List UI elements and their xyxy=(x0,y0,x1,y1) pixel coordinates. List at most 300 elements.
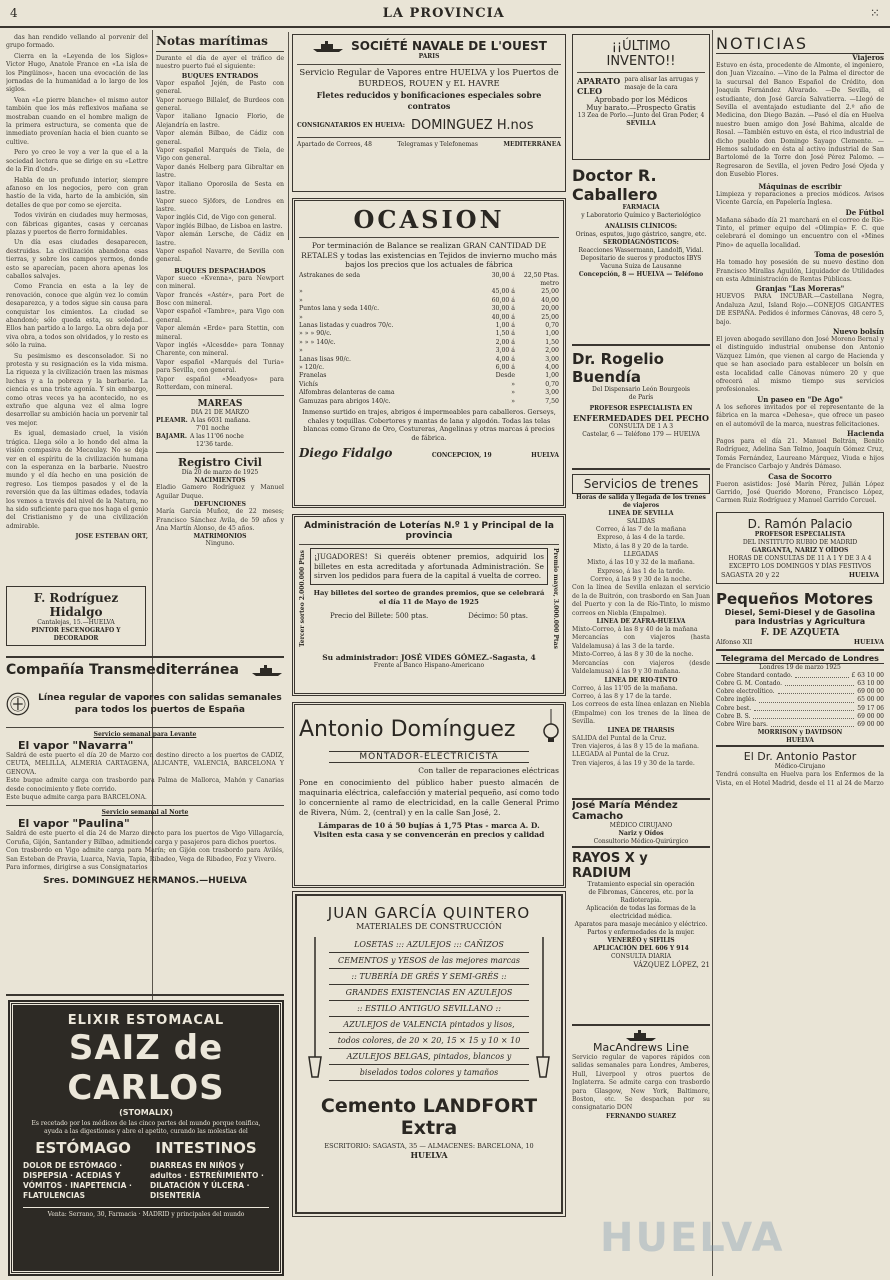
lamp-ornament-icon xyxy=(535,937,551,1087)
ad-caballero xyxy=(572,166,710,346)
buendia-name: Dr. Rogelio Buendía xyxy=(572,350,664,386)
leader-dots xyxy=(785,680,854,686)
nav-body2: Fletes reducidos y bonificaciones especiales sobre contratos xyxy=(316,90,542,111)
telegram-value: 65 00 00 xyxy=(857,696,884,704)
divider xyxy=(156,395,284,396)
column-3 xyxy=(292,34,566,1276)
column-rule xyxy=(288,32,289,240)
ad-mendez xyxy=(572,798,710,848)
train-time: Correo, á las 9 y 30 de la noche. xyxy=(590,576,692,584)
divider xyxy=(299,237,559,238)
tide-value: A las 6031 mañana. xyxy=(190,417,251,425)
buendia-sub2: de París xyxy=(628,394,654,401)
palacio-t3: HORAS DE CONSULTAS DE 11 A 1 Y DE 3 A 4 EXCEPTO LOS DOMINGOS Y DÍAS FESTIVOS xyxy=(728,554,872,570)
telegram-rows xyxy=(716,672,884,729)
divider xyxy=(6,805,284,806)
trans-ship: El vapor "Navarra" xyxy=(18,739,134,752)
trans-header xyxy=(6,662,284,678)
price-row xyxy=(299,272,559,289)
pastor-body: Tendrá consulta en Huelva para los Enfermos de la Vista, en el Hotel Madrid, desde el 11 al 24 de Marzo xyxy=(716,771,884,787)
subsection-title: BUQUES ENTRADOS xyxy=(181,71,259,80)
ad-loterias xyxy=(292,514,566,696)
nav-footer xyxy=(297,137,561,148)
divider xyxy=(297,64,561,65)
telegram-key: Cobre B. S. xyxy=(716,712,751,720)
price-cell: Desde xyxy=(495,372,515,380)
arrival-item: Vapor sueco Sjöfors, de Londres en lastre. xyxy=(156,197,284,213)
mac-header xyxy=(572,1029,710,1041)
divider xyxy=(156,452,284,453)
price-cell: 0,70 xyxy=(545,380,559,388)
loterias-side-right: Premio mayor, 3.000.000 Ptas xyxy=(552,548,559,649)
trans-text: Saldrá de este puerto el día 24 de Marzo directo para los puertos de Vigo Villagarcía, Coruña, Gijón, Santander y Bilbao, admitiendo carga y pasajeros para dichos puertos. xyxy=(6,830,284,846)
column-1 xyxy=(6,34,148,574)
divider xyxy=(6,727,284,728)
nav-med: MEDITERRÁNEA xyxy=(503,141,561,148)
juan-body xyxy=(307,937,551,1087)
caballero-t4: Reacciones Wassermann, Landolfi, Vidal. Depositario de sueros y productos IBYS xyxy=(578,247,704,262)
price-cell: 20,00 xyxy=(541,305,559,313)
saiz-c2: INTESTINOS xyxy=(155,1139,257,1157)
palacio-t2: GARGANTA, NARIZ Y OÍDOS xyxy=(751,546,849,554)
price-cell: » xyxy=(511,389,515,397)
trans-service: Servicio semanal para Levante xyxy=(93,731,197,738)
news-subtitle: Un paseo en "De Ago" xyxy=(757,394,843,404)
ad-sub: PINTOR ESCENOGRAFO Y DECORADOR xyxy=(31,627,121,642)
caballero-sub: FARMACIA xyxy=(622,204,660,211)
leader-dots xyxy=(759,696,854,702)
palacio-addr: SAGASTA 20 y 22 xyxy=(721,570,780,579)
price-row xyxy=(299,398,559,406)
saiz-lists xyxy=(23,1161,269,1201)
motores-name: F. DE AZQUETA xyxy=(760,627,840,638)
ad-ocasion xyxy=(292,198,566,508)
news-subtitle: Toma de posesión xyxy=(814,250,884,260)
ad-motores xyxy=(716,590,884,651)
telegram-value: 63 10 00 xyxy=(857,680,884,688)
registry-date: Día 20 de marzo de 1925 xyxy=(181,469,259,477)
price-row xyxy=(299,347,559,355)
ocasion-intro: Por terminación de Balance se realizan GRAN CANTIDAD DE RETALES y todas las existencias en Tejidos de invierno mucho más bajos los precios que los actuales de fábrica xyxy=(301,241,557,269)
price-cell: Franelas xyxy=(299,372,327,380)
ocasion-addr: CONCEPCION, 19 xyxy=(431,452,492,459)
ad-address: Cantalejas, 15.—HUELVA xyxy=(37,619,115,626)
ad-juan-garcia xyxy=(295,894,563,1214)
ultimo-addr: 13 Zea de Porlo.—Junto del Gran Poder, 4 xyxy=(577,112,705,119)
trans-text: Este buque admite carga para BARCELONA. xyxy=(6,794,147,802)
train-times xyxy=(572,526,710,551)
train-label: SALIDAS xyxy=(626,518,656,525)
tide-label: PLEAMR. xyxy=(156,417,188,425)
price-cell: » xyxy=(511,380,515,388)
registry-subtitle: MATRIMONIOS xyxy=(193,533,247,541)
train-time: Los correos de esta línea enlazan en Niebla (Empalme) con los trenes de la línea de Sevilla. xyxy=(572,701,710,726)
price-cell: 3,00 xyxy=(545,355,559,363)
caballero-t2: Orinas, esputos, jugo gástrico, sangre, etc. xyxy=(575,231,707,238)
saiz-right-list: DIARREAS EN NIÑOS y adultos · ESTREÑIMIENTO · DILATACIÓN Y ÚLCERA · DISENTERÍA xyxy=(150,1161,264,1200)
price-cell: 1,00 á xyxy=(495,321,515,329)
paragraph: Como Francia en esta a la ley de renovación, conoce que algún vez lo común desaparezca, y a todos sigue sin causa para conquistar los cimientos. La ciudad se abandonó; sólo queda esta, su soledad... Ellos han partido a lo largo. La obra deja por viva obra, a todos son olvidados, y lo resto es sólo la ruina. xyxy=(6,283,148,350)
antonio-body: Pone en conocimiento del público haber puesto almacén de maquinaria eléctrica, calefacción y material pequeño, así como todo lo concerniente al ramo de electricidad, en la calle General Primo de Rivera, Núm. 2, (central) y en la calle San José, 2. xyxy=(299,778,559,817)
price-cell: Puntos lana y seda 140/c. xyxy=(299,305,380,313)
news-text: Mañana sábado día 21 marchará en el correo de Río-Tinto, el primer equipo del «Olimpia» F. C. que celebrará el domingo un encuentro con el «Mines Pino» de aquella localidad. xyxy=(716,216,884,249)
price-cell: » » » 90/c. xyxy=(299,330,332,338)
train-times xyxy=(572,685,710,727)
train-time: Correo, á las 11'05 de la mañana. xyxy=(572,684,678,692)
trains-section xyxy=(572,474,710,794)
arrival-item: Vapor alemán Lersche, de Cádiz en lastre. xyxy=(156,231,284,247)
ocasion-city: HUELVA xyxy=(531,452,559,459)
trains-title: Servicios de trenes xyxy=(572,474,710,494)
tides-title: MAREAS xyxy=(197,399,243,410)
tide-value: 12'36 tarde. xyxy=(196,441,233,449)
train-time: Mercancías con viajeros (desde Valdelamusa) á las 9 y 30 mañana. xyxy=(572,659,710,676)
price-cell: Alfombras delanteras de cama xyxy=(299,389,395,397)
train-time: Tren viajeros, á las 8 y 15 de la mañana. xyxy=(572,742,700,750)
nav-tel: Telegramas y Telefonemas xyxy=(397,141,478,148)
price-cell: 30,00 á xyxy=(491,305,515,313)
saiz-body: Es recetado por los médicos de las cinco partes del mundo porque tonifica, ayuda a las digestiones y abre el apetito, curando las molestias del xyxy=(31,1120,261,1135)
loterias-side-left: Tercer sorteo 2.000.000 Ptas xyxy=(299,550,306,647)
train-line: LINEA DE ZAFRA-HUELVA xyxy=(596,618,686,626)
rayos-t7: APLICACIÓN DEL 606 Y 914 xyxy=(593,945,689,952)
trans-text: Este buque admite carga con trasbordo para Palma de Mallorca, Mahón y Canarias desde conocimiento y flete corrido. xyxy=(6,777,284,793)
trans-title: Compañía Transmediterránea xyxy=(6,662,239,678)
price-row xyxy=(299,381,559,389)
price-cell: 6,00 á xyxy=(495,363,515,371)
price-cell: » xyxy=(299,347,303,355)
news-subtitle: Nuevo bolsín xyxy=(832,326,884,336)
price-row xyxy=(299,297,559,305)
price-cell: 22,50 Ptas. metro xyxy=(523,271,559,287)
juan-cement: Cemento LANDFORT Extra xyxy=(320,1095,538,1139)
trans-text: Saldrá de este puerto el día 20 de Marzo con destino directo a los puertos de CADIZ, CEUTA, MELILLA, ALMERIA CARTAGENA, ALICANTE, VALENCIA, BARCELONA Y GENOVA. xyxy=(6,752,284,776)
juan-line: AZULEJOS BELGAS, pintados, blancos y xyxy=(329,1049,529,1065)
arrival-item: Vapor inglés Bilbao, de Lisboa en lastre. xyxy=(156,222,283,230)
rayos-t4: Aparatos para masaje mecánico y eléctrico. xyxy=(574,921,708,928)
departure-item: Vapor español «Meadyos» para Rotterdam, con mineral. xyxy=(156,375,284,392)
saiz-left-list: DOLOR DE ESTÓMAGO · DISPEPSIA · ACEDIAS Y VÓMITOS · INAPETENCIA · FLATULENCIAS xyxy=(23,1161,132,1200)
ad-societe-navale xyxy=(292,34,566,192)
page-header xyxy=(0,0,890,28)
rayos-t8: CONSULTA DIARIA xyxy=(610,953,672,960)
ultimo-desc: para alisar las arrugas y masaje de la cara xyxy=(624,76,699,91)
telegram-sign: MORRISON y DAVIDSON xyxy=(757,729,843,737)
train-times xyxy=(572,735,710,769)
mendez-name: José María Méndez Camacho xyxy=(572,800,678,822)
telegram-date: Londres 19 de marzo 1925 xyxy=(759,663,841,671)
header-mark: ⁙ xyxy=(869,6,880,20)
caballero-sub2: y Laboratorio Químico y Bacteriológico xyxy=(581,212,701,219)
telegram-row xyxy=(716,705,884,713)
departure-item: Vapor sueco «Kvenna», para Newport con mineral. xyxy=(156,274,284,291)
ad-saiz-carlos xyxy=(10,1002,282,1274)
price-row xyxy=(299,356,559,364)
ultimo-l1: ¡¡ÚLTIMO xyxy=(611,39,671,54)
train-time: Mixto, á las 10 y 32 de la mañana. xyxy=(587,559,695,567)
telegram-city: HUELVA xyxy=(786,737,814,745)
departure-item: Vapor español «Marqués del Turia» para Sevilla, con general. xyxy=(156,358,284,375)
train-time: Mixto-Correo, á las 8 y 30 de la noche. xyxy=(572,651,694,659)
ship-icon xyxy=(311,40,345,52)
price-cell: Astrakanes de seda xyxy=(299,271,361,279)
trans-service: Servicio semanal al Norte xyxy=(101,809,189,817)
newspaper-title: LA PROVINCIA xyxy=(382,5,505,21)
antonio-lamps: Lámparas de 10 á 50 bujías á 1,75 Ptas - marca A. D. xyxy=(318,821,540,830)
news-text: A los señores invitados por el representante de la fábrica en la marca «Dehesa», que ofrece un paseo en el automóvil de la marca, nuestras felicitaciones. xyxy=(716,403,884,428)
antonio-name: Antonio Domínguez xyxy=(299,716,516,742)
palacio-t1: DEL INSTITUTO RUBIO DE MADRID xyxy=(742,538,858,546)
juan-line: biselados todos colores y tamaños xyxy=(329,1065,529,1081)
caballero-t6: Concepción, 8 — HUELVA — Teléfono xyxy=(578,271,704,278)
registry-text: María García Muñoz, de 22 meses; Francisco Sánchez Avila, de 59 años y Ana Martín Alonso, de 45 años. xyxy=(156,508,284,533)
mac-name: MacAndrews Line xyxy=(593,1041,689,1054)
arrival-item: Vapor danés Helberg para Gibraltar en lastre. xyxy=(156,163,284,180)
trains-intro: Horas de salida y llegada de los trenes de viajeros xyxy=(576,494,706,509)
price-row xyxy=(299,314,559,322)
caballero-name: Doctor R. Caballero xyxy=(572,166,658,204)
motores-l2: Diesel, Semi-Diesel y de Gasolina xyxy=(724,607,876,617)
ad-transmediterranea xyxy=(6,656,284,996)
news-subtitle: Granjas "Las Moreras" xyxy=(755,284,845,294)
tide-value: 7'01 noche xyxy=(196,425,230,433)
arrivals-list xyxy=(156,80,284,265)
price-cell: 4,00 xyxy=(545,363,559,371)
nav-apt: Apartado de Correos, 48 xyxy=(297,141,372,148)
price-cell: » xyxy=(299,313,303,321)
price-cell: 40,00 á xyxy=(491,313,515,321)
train-line: LINEA DE THARSIS xyxy=(607,726,675,734)
nav-cons-name: DOMINGUEZ H.nos xyxy=(410,118,534,133)
telegram-row xyxy=(716,688,884,696)
price-cell: » xyxy=(511,397,515,405)
buendia-t4: Castelar, 6 — Teléfono 179 — HUELVA xyxy=(582,431,700,438)
train-note: Con la línea de Sevilla enlazan el servicio de la de Buitrón, con trasbordo en San Juan del Puerto y con la de Río-Tinto, lo mismo correos en Niebla (Empalme). xyxy=(572,584,710,617)
departure-item: Vapor inglés «Alcesdde» para Tonnay Charente, con mineral. xyxy=(156,342,284,358)
column-4 xyxy=(572,34,710,1276)
arrival-item: Vapor inglés Cid, de Vigo con general. xyxy=(156,214,277,222)
pastor-sub: Médico-Cirujano xyxy=(774,763,826,771)
train-time: Mercancías con viajeros (hasta Valdelamusa) á las 3 de la tarde. xyxy=(572,634,710,650)
price-cell: 25,00 xyxy=(541,288,559,296)
news-subtitle: Hacienda xyxy=(846,429,884,439)
ocasion-sign-row xyxy=(299,446,559,460)
telegram-key: Cobre best. xyxy=(716,704,752,712)
leader-dots xyxy=(754,705,854,711)
leader-dots xyxy=(778,688,855,694)
ad-ultimo-invento xyxy=(572,34,710,160)
telegram-value: 69 00 00 xyxy=(857,712,884,720)
trans-text: Con trasbordo en Vigo admite carga para Marín; en Gijón con trasbordo para Avilés, San Esteban de Pravia, Luarca, Navia, Tapia, Ribadeo, Vega de Ribadeo, Foz y Vivero. xyxy=(6,847,284,863)
telegram-section xyxy=(716,651,884,745)
rayos-title: RAYOS X y RADIUM xyxy=(572,851,648,881)
ultimo-l2: INVENTO!! xyxy=(606,54,676,69)
rayos-t2: de Fibromas, Cánceres, etc. por la Radioterapia. xyxy=(588,889,694,904)
juan-lines xyxy=(329,937,529,1087)
price-cell: » » » 140/c. xyxy=(299,338,336,346)
company-emblem-icon xyxy=(6,684,30,724)
paragraph: Todos vivirán en ciudades muy hermosas, con fábricas gigantes, casas y cercanas plazas y puertos de fierro formidables. xyxy=(6,212,148,236)
motores-l1: Pequeños Motores xyxy=(716,589,874,608)
motores-footer xyxy=(716,638,884,646)
loterias-title: Administración de Loterías N.º 1 y Principal de la provincia xyxy=(304,521,554,541)
ultimo-price: Muy barato.—Prospecto Gratis xyxy=(586,104,696,112)
train-time: Mixto-Correo, á las 8 y 40 de la mañana xyxy=(572,626,698,634)
ocasion-price-list xyxy=(299,272,559,407)
loterias-body xyxy=(299,548,559,649)
train-times xyxy=(572,559,710,584)
ad-antonio-dominguez xyxy=(292,702,566,888)
motores-l3: para Industrias y Agricultura xyxy=(734,616,866,626)
ship-icon xyxy=(250,664,284,676)
loterias-text2: Hay billetes del sorteo de grandes premios, que se celebrará el día 11 de Mayo de 1925 xyxy=(313,588,545,606)
nav-cons-label: CONSIGNATARIOS EN HUELVA: xyxy=(297,121,405,129)
train-time: SALIDA del Puntal de la Cruz. xyxy=(572,734,667,742)
price-cell: 1,50 á xyxy=(495,330,515,338)
price-cell: 2,00 xyxy=(545,347,559,355)
price-cell: 1,50 xyxy=(545,338,559,346)
juan-city: HUELVA xyxy=(410,1150,448,1160)
trans-body-row xyxy=(6,684,284,724)
divider xyxy=(156,51,284,52)
mac-name2: FERNANDO SUAREZ xyxy=(606,1112,676,1120)
rayos-t1: Tratamiento especial sin operación xyxy=(587,881,695,888)
loterias-price1: Precio del Billete: 500 ptas. xyxy=(329,611,429,620)
registry-text: Ninguno. xyxy=(205,540,235,548)
juan-line: todos colores, de 20 × 20, 15 × 15 y 10 × 10 xyxy=(329,1033,529,1049)
train-time: Mixto, á las 8 y 20 de la tarde. xyxy=(593,542,689,550)
price-cell: 1,00 xyxy=(545,330,559,338)
saiz-conditions xyxy=(23,1139,269,1157)
train-line: LINEA DE SEVILLA xyxy=(608,510,674,517)
buendia-sub: Del Dispensario León Bourgeois xyxy=(592,386,690,393)
caballero-t5: Vacuna Suiza de Lausanne xyxy=(600,263,682,270)
arrival-item: Vapor alemán Bilbao, de Cádiz con general. xyxy=(156,130,284,146)
juan-name: JUAN GARCÍA QUINTERO xyxy=(327,904,531,922)
section-title: Notas marítimas xyxy=(156,34,268,48)
train-time: Expreso, á las 4 de la tarde. xyxy=(597,534,685,542)
price-row xyxy=(299,339,559,347)
telegram-value: 69 00 00 xyxy=(857,688,884,696)
telegram-row xyxy=(716,672,884,680)
ad-rayos xyxy=(572,848,710,1024)
juan-addr: ESCRITORIO: SAGASTA, 35 — ALMACENES: BARCELONA, 10 xyxy=(324,1142,534,1150)
column-rule xyxy=(712,30,713,1276)
nav-header xyxy=(297,39,561,53)
antonio-sub2: Con taller de reparaciones eléctricas xyxy=(418,766,559,775)
buendia-t1: PROFESOR ESPECIALISTA EN xyxy=(589,405,693,412)
nav-body: Servicio Regular de Vapores entre HUELVA y los Puertos de BURDEOS, ROUEN y EL HAVRE xyxy=(299,68,559,89)
juan-line: :: TUBERÍA DE GRÉS Y SEMI-GRÉS :: xyxy=(329,969,529,985)
train-time: Correo, á las 7 de la mañana xyxy=(595,526,687,533)
rayos-addr: VÁZQUEZ LÓPEZ, 21 xyxy=(633,961,710,969)
paragraph: Su pesimismo es desconsolador. Si no protesta y su resignación es la vida misma. La riqueza y la civilización traen las mismas luchas y a la pobreza y la barbarie. La ciencia es una triste agonía. Y sin embargo, como otras veces ya ha acontecido, no es extraño que alguna vez el alma logre desarrollar su ambición hacia un porvenir tal ves mejor. xyxy=(6,352,148,427)
arrival-item: Vapor italiano Ignacio Florio, de Alejandría en lastre. xyxy=(156,113,284,129)
antonio-sub: MONTADOR-ELECTRICISTA xyxy=(329,751,529,763)
arrival-item: Vapor español Marqués de Tiela, de Vigo con general. xyxy=(156,147,284,163)
price-cell: 2,00 á xyxy=(495,338,515,346)
palacio-name: D. Ramón Palacio xyxy=(747,516,853,531)
leader-dots xyxy=(795,672,848,678)
buendia-t2: ENFERMEDADES DEL PECHO xyxy=(573,413,709,423)
price-row xyxy=(299,288,559,296)
trans-body: Línea regular de vapores con salidas semanales para todos los puertos de España xyxy=(38,693,282,715)
price-cell: 3,00 á xyxy=(495,347,515,355)
price-row xyxy=(299,372,559,380)
departure-item: Vapor francés «Astér», para Port de Bosc con mineral. xyxy=(156,291,284,307)
price-cell: 4,00 á xyxy=(495,355,515,363)
loterias-text: ¡JUGADORES! Si queréis obtener premios, adquirid los billetes en esta acreditada y afortunada Administración. Se sirven los pedidos para fuera de la capital á vuelta de correo. xyxy=(310,548,548,585)
train-time: Expreso, á las 1 de la tarde. xyxy=(597,567,685,575)
arrival-item: Vapor noruego Billalef, de Burdeos con general. xyxy=(156,96,284,113)
subsection-title: BUQUES DESPACHADOS xyxy=(174,266,266,275)
ad-rodriguez xyxy=(6,586,146,646)
lightbulb-icon xyxy=(543,709,559,749)
news-text: El joven abogado sevillano don José Moreno Bernal y el distinguido industrial onubense don Antonio Vázquez Limón, que vienen al cargo de Hacienda y que se han asociado para establecer un bolsín en esta localidad calle Cánovas número 20 y que ofrecerá al mismo tiempo sus servicios profesionales. xyxy=(716,335,884,394)
price-cell: Gamuzas para abrigos 140/c. xyxy=(299,397,391,405)
departure-item: Vapor alemán «Erde» para Stettin, con mineral. xyxy=(156,325,284,341)
juan-sub: MATERIALES DE CONSTRUCCIÓN xyxy=(356,922,502,931)
palacio-city: HUELVA xyxy=(848,570,879,579)
telegram-value: £ 63 10 00 xyxy=(851,671,884,679)
trans-ship: El vapor "Paulina" xyxy=(18,817,130,831)
news-text: Ha tomado hoy posesión de su nuevo destino don Francisco Mirallas Aguilón, Liquidador de Utilidades en esta Administración de Rentas Públicas. xyxy=(716,259,884,283)
departures-list xyxy=(156,275,284,393)
ultimo-approved: Aprobado por los Médicos xyxy=(594,96,688,104)
price-cell: 3,00 xyxy=(545,389,559,397)
train-label: LLEGADAS xyxy=(623,551,659,559)
price-cell: Lanas lisas 90/c. xyxy=(299,355,351,363)
tides-row xyxy=(156,417,284,425)
caballero-t3: SERODIAGNÓSTICOS: xyxy=(603,239,679,246)
train-line: LINEA DE RIO-TINTO xyxy=(604,676,678,684)
leader-dots xyxy=(753,713,854,719)
tide-value: A las 11'06 noche xyxy=(189,433,244,441)
lamp-ornament-icon xyxy=(307,937,323,1087)
news-text: Pagos para el día 21. Manuel Beltrán, Benito Rodríguez, Adelina San Telmo, Joaquín Gómez Cruz, Tomás Fernández, Laureano Márquez, Viuda e hijos de Francisco Carbajo y Andrés Dámaso. xyxy=(716,438,884,471)
price-cell: » 120/c. xyxy=(299,363,325,371)
news-text: Estuvo en ésta, procedente de Almonte, el ingeniero, don Juan Vizcaíno. —Vino de la Palma el director de la sucursal del Banco Español de Crédito, don Joaquín Fernández Alvarado. —De Sevilla, el estudiante, don José García Salvatierra. —Llegó de Sevilla el aventajado estudiante del 2.º año de Medicina, don Diego Bazán. —Pasó el día en Huelva nuestro buen amigo don José Bahima, alcalde de Rosal. —También estuvo en ésta, el rico industrial de dicho pueblo don Domingo Sayago Clemente. —Hemos saludado en ésta al activo industrial de San Bartolomé de la Torre don José Pérez Palomo. —Regresaron de Sevilla, el joven Pedro José Ojeda y don Eusebio Flores. xyxy=(716,62,884,179)
price-cell: 0,70 xyxy=(545,321,559,329)
nav-city: PARIS xyxy=(418,53,440,60)
rayos-t3: Aplicación de todas las formas de la electricidad médica. xyxy=(586,905,696,920)
price-row xyxy=(299,322,559,330)
page-number: 4 xyxy=(10,6,18,20)
price-cell: 60,00 á xyxy=(491,296,515,304)
telegram-row xyxy=(716,680,884,688)
trans-footer: Sres. DOMINGUEZ HERMANOS.—HUELVA xyxy=(43,876,247,887)
maritime-intro: Durante el día de ayer el tráfico de nuestro puerto fué el siguiente: xyxy=(156,55,284,71)
ad-macandrews xyxy=(572,1024,710,1144)
ultimo-name: APARATO CLEO xyxy=(577,76,621,96)
news-text: Limpieza y reparaciones a precios módicos. Avisos Vicente García, en Papelería Inglesa. xyxy=(716,190,884,207)
saiz-l3: (STOMALIX) xyxy=(119,1108,173,1117)
telegram-row xyxy=(716,721,884,729)
watermark: HUELVA xyxy=(600,1215,785,1261)
paragraph: Cierra en la «Leyenda de los Siglos» Victor Hugo, Anatole France en «La isla de los Pingüinos», hacen una evocación de las jornadas de la humanidad a lo largo de los siglos. xyxy=(6,52,148,94)
rayos-t6: VENERÉO y SIFILIS xyxy=(607,937,675,944)
palacio-footer xyxy=(721,571,879,579)
mendez-sub: MÉDICO CIRUJANO xyxy=(609,822,673,829)
juan-line: LOSETAS ::: AZULEJOS ::: CAÑIZOS xyxy=(329,937,529,953)
ultimo-row xyxy=(577,76,705,96)
price-cell: 25,00 xyxy=(541,313,559,321)
registry-subtitle: DEFUNCIONES xyxy=(194,501,246,509)
loterias-price2: Décimo: 50 ptas. xyxy=(468,611,529,620)
pastor-name: El Dr. Antonio Pastor xyxy=(743,750,857,764)
telegram-key: Cobre G. M. Contado. xyxy=(716,680,783,688)
departure-item: Vapor español «Tambre», para Vigo con general. xyxy=(156,308,284,324)
